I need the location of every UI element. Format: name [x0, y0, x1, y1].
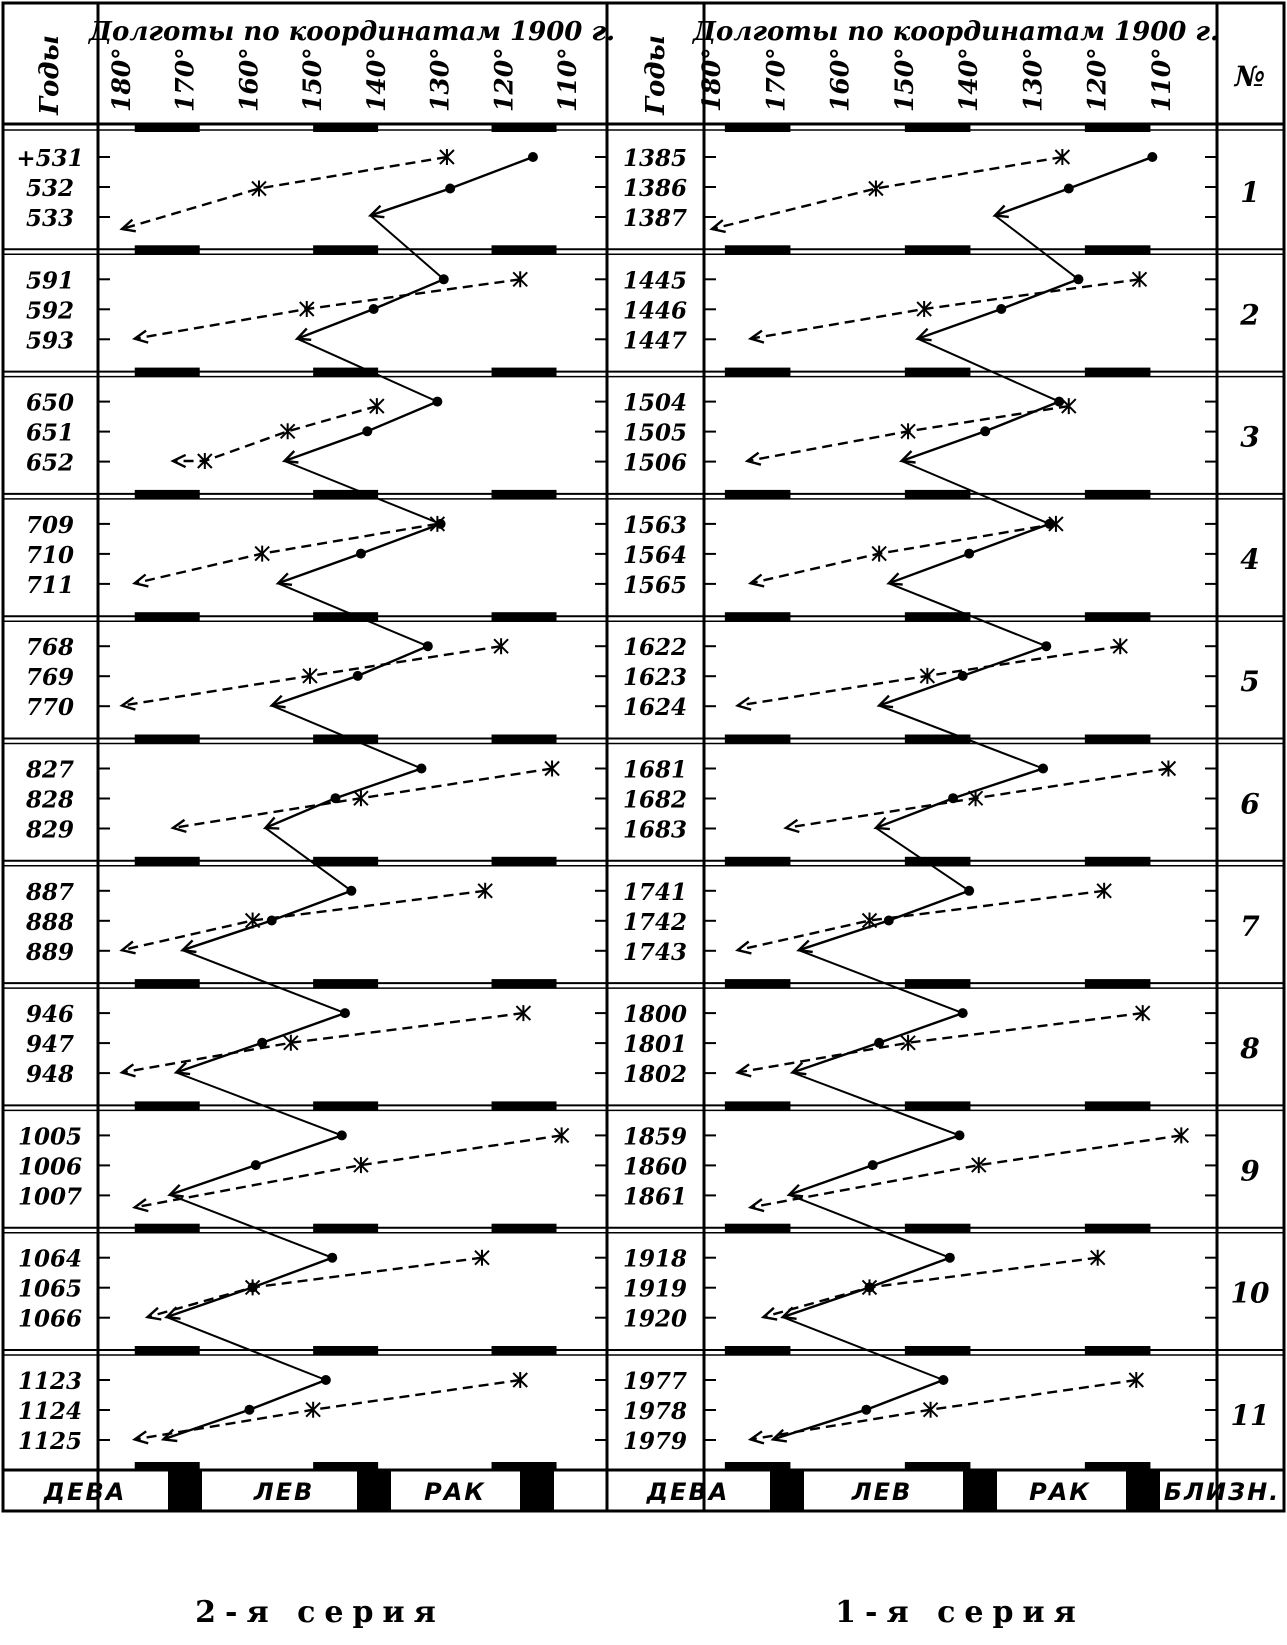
- zodiac-marker: [492, 1224, 557, 1233]
- dashed-track: [751, 1380, 1137, 1439]
- plot-panel-right: [712, 149, 1188, 1443]
- group-number: 1: [1240, 176, 1260, 209]
- year-label: 948: [25, 1061, 75, 1089]
- zodiac-marker: [135, 490, 200, 499]
- longitude-tick-label: 150°: [298, 47, 328, 112]
- zodiac-marker: [492, 857, 557, 866]
- zodiac-block: [1126, 1470, 1160, 1511]
- year-label: 1387: [622, 205, 688, 232]
- zodiac-marker: [135, 857, 200, 866]
- longitude-ticks-right: [697, 47, 1176, 112]
- year-label: 1682: [622, 786, 688, 814]
- zodiac-marker: [725, 979, 791, 988]
- zodiac-marker: [313, 857, 378, 866]
- zodiac-marker: [725, 735, 791, 744]
- year-label: 533: [25, 205, 75, 232]
- zodiac-marker: [725, 612, 791, 621]
- group-number: 3: [1240, 420, 1260, 454]
- zodiac-marker: [313, 368, 378, 377]
- longitude-tick-label: 180°: [697, 47, 726, 112]
- year-label: 770: [25, 694, 75, 722]
- year-label: 1802: [622, 1061, 688, 1089]
- dashed-track: [135, 279, 521, 338]
- zodiac-marker: [1085, 735, 1151, 744]
- year-label: 1006: [17, 1153, 83, 1181]
- zodiac-leo-left: ЛЕВ: [253, 1478, 315, 1506]
- year-label: 1918: [622, 1245, 688, 1273]
- dot-marker: [996, 304, 1006, 314]
- zodiac-marker: [725, 1346, 791, 1355]
- dashed-track: [738, 891, 1104, 950]
- longitude-tick-label: 130°: [425, 47, 455, 112]
- star-marker: [281, 423, 295, 439]
- year-label: 828: [25, 786, 75, 814]
- year-label: 1065: [17, 1275, 83, 1303]
- zodiac-marker: [492, 1346, 557, 1355]
- zodiac-marker: [135, 123, 200, 132]
- year-label: 592: [25, 297, 75, 325]
- zodiac-marker: [313, 123, 378, 132]
- years-label-right: Годы: [641, 35, 671, 115]
- year-label: 593: [25, 327, 75, 355]
- group-connector: [995, 216, 1079, 280]
- dashed-track: [122, 891, 485, 950]
- year-label: 1800: [622, 1001, 688, 1029]
- zodiac-marker: [1085, 245, 1151, 254]
- year-label: 1123: [17, 1368, 83, 1395]
- zodiac-marker: [313, 1346, 378, 1355]
- dot-marker: [964, 549, 974, 559]
- year-label: 888: [25, 908, 75, 936]
- zodiac-band: [43, 1470, 1281, 1511]
- group-connector: [278, 583, 428, 646]
- year-label: 1007: [17, 1183, 83, 1211]
- dot-marker: [251, 1160, 261, 1170]
- year-label: 1385: [622, 145, 688, 172]
- zodiac-marker: [905, 1101, 971, 1110]
- zodiac-marker: [135, 612, 200, 621]
- year-label: 1386: [622, 175, 688, 202]
- zodiac-block: [168, 1470, 202, 1511]
- dot-marker: [353, 671, 363, 681]
- plot-panel-left: [122, 149, 569, 1443]
- zodiac-marker: [313, 1101, 378, 1110]
- zodiac-marker: [905, 857, 971, 866]
- arrow-head: [751, 575, 765, 587]
- zodiac-marker: [1085, 1101, 1151, 1110]
- zodiac-marker: [492, 979, 557, 988]
- year-label: 1066: [17, 1305, 83, 1333]
- zodiac-marker: [1085, 1346, 1151, 1355]
- dot-marker: [445, 184, 455, 194]
- longitude-tick-label: 120°: [489, 47, 519, 112]
- group-number: 4: [1240, 542, 1260, 576]
- year-label: 710: [25, 541, 75, 569]
- dashed-track: [148, 1258, 483, 1317]
- zodiac-marker: [135, 368, 200, 377]
- group-number: 6: [1240, 787, 1260, 821]
- year-label: 1125: [17, 1428, 83, 1455]
- group-number: 11: [1230, 1399, 1270, 1432]
- year-label: 532: [25, 175, 75, 202]
- caption-left: 2-я серия: [195, 1595, 445, 1630]
- zodiac-marker: [135, 979, 200, 988]
- group-number: 5: [1240, 665, 1260, 699]
- zodiac-marker: [1085, 612, 1151, 621]
- year-label: 1742: [622, 908, 688, 936]
- zodiac-marker: [905, 245, 971, 254]
- zodiac-cancer-right: РАК: [1029, 1478, 1091, 1506]
- year-label: 1920: [622, 1305, 688, 1333]
- dot-marker: [362, 426, 372, 436]
- zodiac-virgo-left: ДЕВА: [43, 1478, 127, 1506]
- zodiac-marker: [1085, 857, 1151, 866]
- longitude-tick-label: 110°: [553, 47, 582, 112]
- longitude-tick-label: 130°: [1018, 47, 1048, 112]
- dot-marker: [244, 1405, 254, 1415]
- longitude-title-left: Долготы по координатам 1900 г.: [88, 17, 616, 47]
- zodiac-marker: [135, 1101, 200, 1110]
- zodiac-block: [357, 1470, 391, 1511]
- longitude-tick-label: 160°: [234, 47, 264, 112]
- zodiac-marker: [905, 1462, 971, 1471]
- zodiac-marker: [492, 1101, 557, 1110]
- year-label: 1622: [622, 634, 688, 662]
- dashed-track: [786, 769, 1169, 828]
- zodiac-marker: [1085, 979, 1151, 988]
- zodiac-block: [520, 1470, 554, 1511]
- solid-track: [265, 769, 421, 828]
- year-label: 1979: [622, 1428, 688, 1455]
- number-column-label: №: [1234, 60, 1266, 93]
- year-label: 768: [25, 634, 75, 662]
- year-label: 947: [25, 1031, 75, 1059]
- dashed-track: [738, 646, 1120, 705]
- zodiac-marker: [313, 1462, 378, 1471]
- year-label: 1564: [622, 541, 688, 569]
- zodiac-marker: [135, 1346, 200, 1355]
- zodiac-marker: [492, 368, 557, 377]
- year-label: 1504: [622, 389, 688, 417]
- year-label: 1978: [622, 1398, 688, 1425]
- year-label: 1505: [622, 419, 688, 447]
- zodiac-marker: [725, 490, 791, 499]
- group-numbers: [1231, 176, 1270, 1432]
- zodiac-marker: [725, 1224, 791, 1233]
- longitude-tick-label: 180°: [107, 47, 136, 112]
- arrow-head: [122, 1064, 136, 1076]
- year-label: 1741: [622, 878, 688, 906]
- dashed-track: [135, 1135, 562, 1207]
- zodiac-marker: [905, 612, 971, 621]
- year-label: 1445: [622, 267, 688, 295]
- year-label: 1860: [622, 1153, 688, 1181]
- dot-marker: [868, 1160, 878, 1170]
- zodiac-marker: [313, 612, 378, 621]
- solid-track: [876, 769, 1043, 828]
- dot-marker: [1147, 152, 1157, 162]
- zodiac-marker: [313, 979, 378, 988]
- longitude-tick-label: 170°: [170, 47, 200, 112]
- year-label: 1743: [622, 938, 688, 966]
- zodiac-marker: [905, 1346, 971, 1355]
- zodiac-marker: [1085, 1224, 1151, 1233]
- zodiac-marker: [725, 857, 791, 866]
- year-label: 650: [25, 389, 75, 417]
- year-label: 1446: [622, 297, 688, 325]
- year-label: 829: [25, 816, 75, 844]
- year-label: 1683: [622, 816, 688, 844]
- year-label: 1565: [622, 571, 688, 599]
- dot-marker: [528, 152, 538, 162]
- dashed-track: [173, 406, 377, 461]
- solid-track: [995, 157, 1153, 216]
- zodiac-marker: [492, 612, 557, 621]
- zodiac-marker: [725, 368, 791, 377]
- year-label: 651: [25, 419, 75, 447]
- group-connector: [879, 706, 1043, 769]
- zodiac-marker: [725, 1462, 791, 1471]
- zodiac-marker: [492, 1462, 557, 1471]
- year-label: 1624: [622, 694, 688, 722]
- year-label: 1919: [622, 1275, 688, 1303]
- year-label: 769: [25, 664, 75, 692]
- longitude-tick-label: 140°: [954, 47, 984, 112]
- dot-marker: [958, 671, 968, 681]
- year-label: 591: [25, 267, 75, 295]
- arrow-head: [747, 453, 761, 465]
- dot-marker: [369, 304, 379, 314]
- zodiac-marker: [1085, 123, 1151, 132]
- longitude-tick-label: 160°: [825, 47, 855, 112]
- star-marker: [370, 398, 384, 414]
- years-column-right: [623, 145, 687, 1455]
- year-label: 1977: [622, 1368, 688, 1395]
- dot-marker: [1064, 184, 1074, 194]
- zodiac-marker: [492, 245, 557, 254]
- longitude-tick-label: 110°: [1147, 47, 1176, 112]
- arrow-head: [135, 331, 149, 343]
- zodiac-marker: [905, 123, 971, 132]
- zodiac-block: [770, 1470, 804, 1511]
- longitude-tick-label: 140°: [361, 47, 391, 112]
- longitude-title-right: Долготы по координатам 1900 г.: [692, 17, 1220, 47]
- group-number: 8: [1240, 1032, 1260, 1066]
- year-label: 1861: [622, 1183, 688, 1211]
- zodiac-marker: [905, 368, 971, 377]
- zodiac-cancer-left: РАК: [424, 1478, 486, 1506]
- year-label: 887: [25, 878, 75, 906]
- zodiac-marker: [1085, 368, 1151, 377]
- dashed-track: [751, 1135, 1182, 1207]
- group-number: 9: [1240, 1154, 1260, 1188]
- dot-marker: [356, 549, 366, 559]
- year-label: 1005: [17, 1123, 83, 1151]
- year-label: 1801: [622, 1031, 688, 1059]
- year-label: 1506: [622, 449, 688, 477]
- zodiac-marker: [135, 1462, 200, 1471]
- longitude-tick-label: 120°: [1082, 47, 1112, 112]
- zodiac-marker: [313, 245, 378, 254]
- year-label: 1563: [622, 511, 688, 539]
- year-label: 711: [25, 571, 75, 599]
- year-label: 709: [25, 511, 75, 539]
- dashed-track: [122, 646, 501, 705]
- years-label-left: Годы: [35, 35, 65, 115]
- zodiac-marker: [1085, 1462, 1151, 1471]
- zodiac-marker: [905, 1224, 971, 1233]
- year-label: 946: [25, 1001, 75, 1029]
- dashed-track: [751, 524, 1056, 583]
- year-label: 889: [25, 938, 75, 966]
- zodiac-virgo-right: ДЕВА: [646, 1478, 730, 1506]
- year-label: 1124: [17, 1398, 83, 1425]
- caption-right: 1-я серия: [835, 1595, 1085, 1630]
- zodiac-marker: [313, 1224, 378, 1233]
- arrow-head: [751, 1431, 764, 1443]
- zodiac-leo-right: ЛЕВ: [851, 1478, 913, 1506]
- year-label: 1447: [622, 327, 688, 355]
- group-number: 2: [1240, 298, 1260, 332]
- zodiac-marker: [492, 490, 557, 499]
- zodiac-marker: [725, 1101, 791, 1110]
- group-number: 10: [1230, 1276, 1270, 1310]
- zodiac-marker: [135, 245, 200, 254]
- zodiac-marker: [725, 245, 791, 254]
- arrow-head: [135, 1431, 149, 1443]
- dot-marker: [861, 1405, 871, 1415]
- zodiac-marker: [725, 123, 791, 132]
- dot-marker: [980, 426, 990, 436]
- longitude-tick-label: 170°: [761, 47, 791, 112]
- year-label: 1623: [622, 664, 688, 692]
- year-label: 1859: [622, 1123, 688, 1151]
- zodiac-marker: [905, 490, 971, 499]
- group-connector: [370, 216, 443, 280]
- group-connector: [272, 706, 422, 769]
- zodiac-marker: [135, 735, 200, 744]
- zodiac-marker: [492, 123, 557, 132]
- zodiac-marker: [492, 735, 557, 744]
- group-connector: [284, 461, 440, 524]
- zodiac-marker: [1085, 490, 1151, 499]
- dashed-track: [122, 157, 447, 229]
- zodiac-block: [963, 1470, 997, 1511]
- year-label: 1681: [622, 756, 688, 784]
- years-column-left: [16, 145, 83, 1455]
- group-number: 7: [1240, 909, 1260, 943]
- zodiac-marker: [135, 1224, 200, 1233]
- longitude-tick-label: 150°: [889, 47, 919, 112]
- year-label: 827: [25, 756, 75, 784]
- dashed-track: [763, 1258, 1097, 1317]
- zodiac-gemini-right: БЛИЗН.: [1163, 1478, 1281, 1506]
- dashed-track: [712, 157, 1062, 229]
- year-label: 1064: [17, 1245, 83, 1273]
- year-label: +531: [16, 145, 84, 172]
- solid-track: [272, 646, 428, 705]
- year-label: 652: [25, 449, 75, 477]
- zodiac-marker: [905, 979, 971, 988]
- dashed-track: [173, 769, 552, 828]
- longitude-ticks-left: [107, 47, 582, 112]
